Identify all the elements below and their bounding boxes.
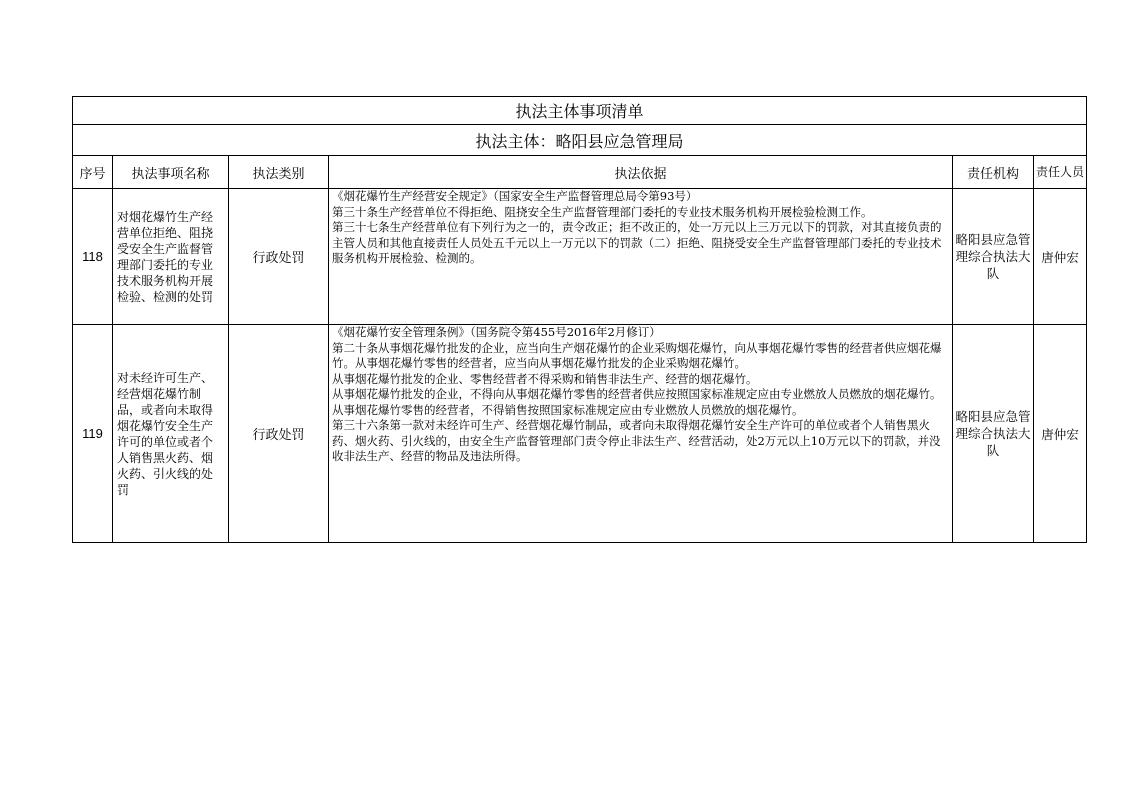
header-row [73, 156, 1087, 189]
basis-line: 第三十条生产经营单位不得拒绝、阻挠安全生产监督管理部门委托的专业技术服务机构开展检验检测工作。 [332, 204, 873, 219]
basis-line: 第二十条从事烟花爆竹批发的企业，应当向生产烟花爆竹的企业采购烟花爆竹，向从事烟花爆竹零售的经营者供应烟花爆竹。从事烟花爆竹零售的经营者，应当向从事烟花爆竹批发的企业采购烟花爆竹。 [332, 340, 942, 370]
row-seq: 119 [73, 325, 113, 543]
row-basis [329, 325, 953, 543]
row-category: 行政处罚 [229, 189, 329, 325]
title-row [73, 97, 1087, 125]
basis-line: 第三十七条生产经营单位有下列行为之一的，责令改正；拒不改正的，处一万元以上三万元以下的罚款，对其直接负责的主管人员和其他直接责任人员处五千元以上一万元以下的罚款（二）拒绝、阻挠受安全生产监督管理部门委托的专业技术服务机构开展检验、检测的。 [332, 220, 942, 265]
row-item-name: 对烟花爆竹生产经营单位拒绝、阻挠受安全生产监督管理部门委托的专业技术服务机构开展检验、检测的处罚 [113, 189, 229, 325]
basis-line: 《烟花爆竹安全管理条例》（国务院令第455号2016年2月修订） [332, 325, 661, 339]
basis-line: 从事烟花爆竹批发的企业，不得向从事烟花爆竹零售的经营者供应按照国家标准规定应由专业燃放人员燃放的烟花爆竹。从事烟花爆竹零售的经营者，不得销售按照国家标准规定应由专业燃放人员燃放的烟花爆竹。 [332, 387, 942, 417]
row-person: 唐仲宏 [1034, 189, 1087, 325]
basis-line: 第三十六条第一款对未经许可生产、经营烟花爆竹制品，或者向未取得烟花爆竹安全生产许可的单位或者个人销售黑火药、烟火药、引火线的，由安全生产监督管理部门责令停止非法生产、经营活动，处2万元以上10万元以下的罚款，并没收非法生产、经营的物品及违法所得。 [332, 418, 941, 463]
table-subtitle: 执法主体：略阳县应急管理局 [73, 125, 1087, 156]
header-item-name: 执法事项名称 [113, 156, 229, 189]
row-category: 行政处罚 [229, 325, 329, 543]
header-category: 执法类别 [229, 156, 329, 189]
enforcement-table [72, 96, 1087, 543]
row-person: 唐仲宏 [1034, 325, 1087, 543]
table-title: 执法主体事项清单 [73, 97, 1087, 125]
table-row [73, 189, 1087, 325]
subtitle-row [73, 125, 1087, 156]
row-basis [329, 189, 953, 325]
row-seq: 118 [73, 189, 113, 325]
basis-line: 从事烟花爆竹批发的企业、零售经营者不得采购和销售非法生产、经营的烟花爆竹。 [332, 371, 758, 386]
header-basis: 执法依据 [329, 156, 953, 189]
basis-line: 《烟花爆竹生产经营安全规定》（国家安全生产监督管理总局令第93号） [332, 189, 698, 203]
row-item-name: 对未经许可生产、经营烟花爆竹制品，或者向未取得烟花爆竹安全生产许可的单位或者个人销售黑火药、烟火药、引火线的处罚 [113, 325, 229, 543]
table-row [73, 325, 1087, 543]
row-org: 略阳县应急管理综合执法大队 [953, 325, 1034, 543]
header-seq: 序号 [73, 156, 113, 189]
header-org: 责任机构 [953, 156, 1034, 189]
header-person: 责任人员 [1034, 156, 1087, 189]
row-org: 略阳县应急管理综合执法大队 [953, 189, 1034, 325]
